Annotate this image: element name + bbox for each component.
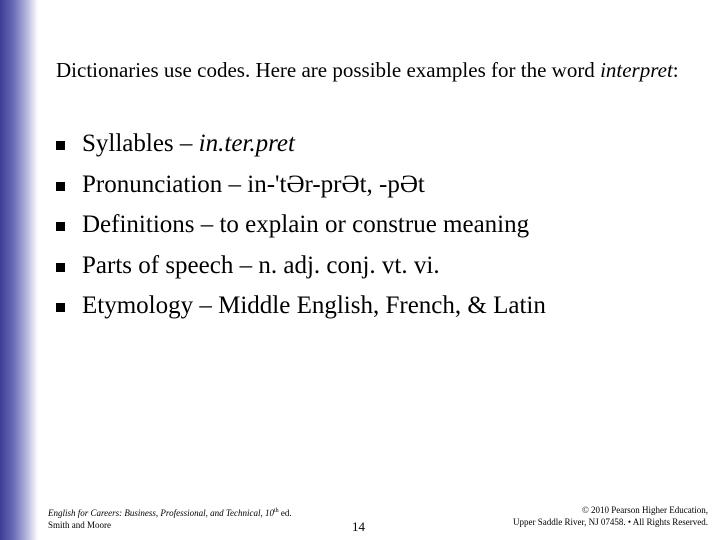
intro-paragraph <box>56 56 696 84</box>
bullet-definitions <box>56 205 696 246</box>
bullet-label: Definitions – to explain or construe meaning <box>82 211 530 238</box>
bullet-label: Etymology – Middle English, French, & Latin <box>82 292 546 319</box>
intro-text: Dictionaries use codes. Here are possible examples for the word <box>56 58 601 82</box>
footer-copyright <box>448 504 708 528</box>
page-number: 14 <box>352 519 365 534</box>
side-gradient-bar <box>0 0 38 540</box>
intro-end: : <box>672 58 679 82</box>
square-bullet-icon <box>56 303 65 312</box>
bullet-label: Pronunciation – in-'tƏr-prƏt, -pƏt <box>82 170 425 198</box>
bullet-label: Parts of speech – n. adj. conj. vt. vi. <box>82 251 440 279</box>
book-title: English for Careers: Business, Professional, and Technical, 10 <box>48 508 274 518</box>
book-title-line <box>48 507 348 519</box>
bullet-label: Syllables – <box>82 130 199 157</box>
square-bullet-icon <box>56 263 65 272</box>
authors: Smith and Moore <box>48 520 111 530</box>
edition-rest: ed. <box>278 508 292 518</box>
bullet-list <box>56 124 696 327</box>
copyright-line-2: Upper Saddle River, NJ 07458. • All Rights Reserved. <box>512 517 708 527</box>
bullet-value: in.ter.pret <box>198 130 295 157</box>
bullet-pronunciation <box>56 165 696 206</box>
copyright-line-1: © 2010 Pearson Higher Education, <box>581 505 708 515</box>
bullet-parts-of-speech <box>56 246 696 287</box>
footer-book-info <box>48 507 348 531</box>
bullet-etymology <box>56 286 696 327</box>
edition-sup: th <box>274 508 279 514</box>
square-bullet-icon <box>56 182 65 191</box>
square-bullet-icon <box>56 141 65 150</box>
intro-word: interpret <box>600 58 673 82</box>
square-bullet-icon <box>56 222 65 231</box>
bullet-syllables <box>56 124 696 165</box>
